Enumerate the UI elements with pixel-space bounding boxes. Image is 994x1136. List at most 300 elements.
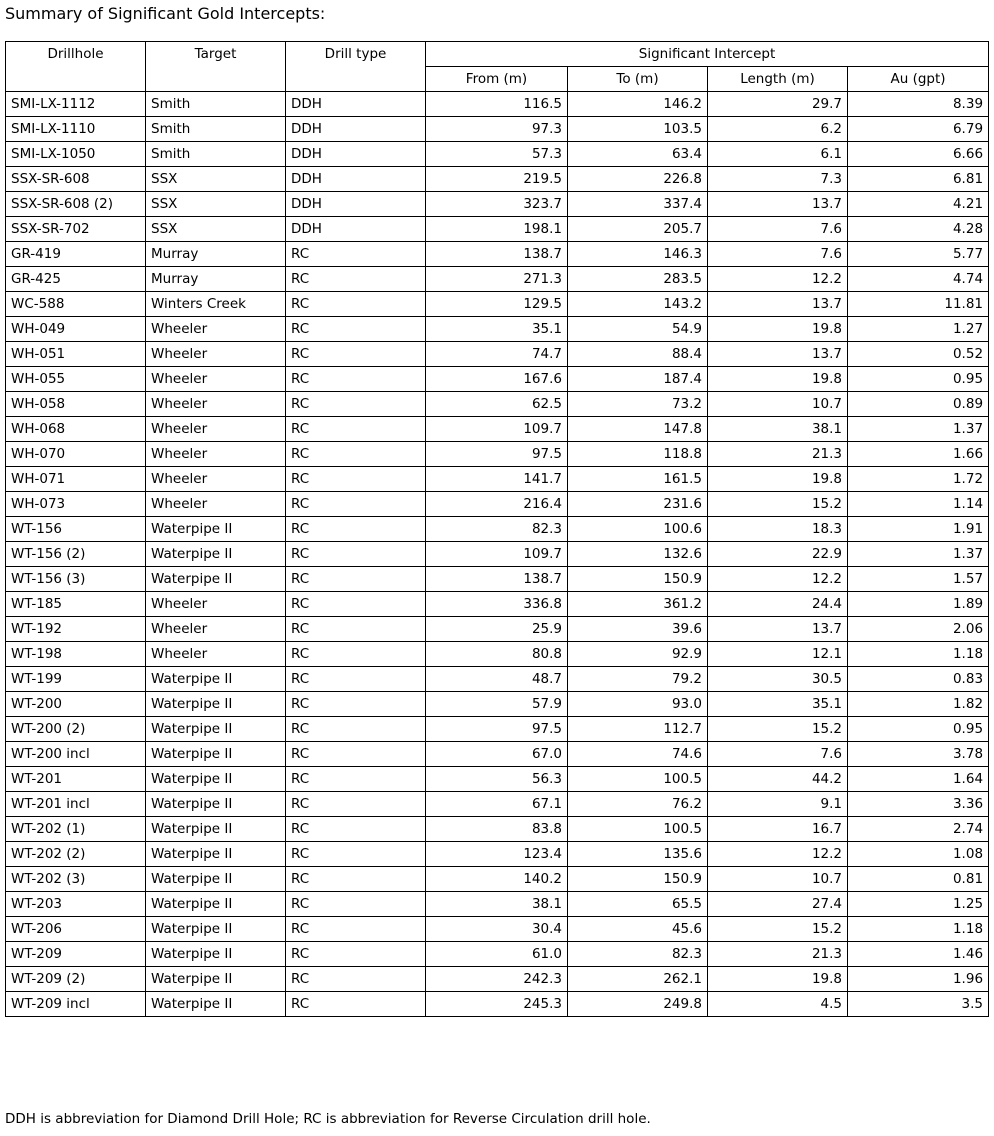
cell-length: 7.6	[708, 217, 848, 242]
cell-from: 57.9	[426, 692, 568, 717]
cell-au: 1.14	[848, 492, 989, 517]
table-row	[6, 917, 989, 942]
header-au: Au (gpt)	[848, 67, 989, 92]
cell-from: 116.5	[426, 92, 568, 117]
cell-length: 10.7	[708, 867, 848, 892]
cell-target: Waterpipe II	[146, 967, 286, 992]
header-drill-type: Drill type	[286, 42, 426, 92]
table-header	[6, 42, 989, 92]
cell-drill-type: RC	[286, 442, 426, 467]
cell-from: 74.7	[426, 342, 568, 367]
cell-drill-type: RC	[286, 367, 426, 392]
cell-target: Smith	[146, 92, 286, 117]
cell-to: 135.6	[568, 842, 708, 867]
cell-to: 45.6	[568, 917, 708, 942]
cell-length: 7.3	[708, 167, 848, 192]
cell-drillhole: WT-201 incl	[6, 792, 146, 817]
cell-to: 103.5	[568, 117, 708, 142]
cell-from: 198.1	[426, 217, 568, 242]
cell-from: 138.7	[426, 567, 568, 592]
cell-to: 93.0	[568, 692, 708, 717]
cell-drill-type: RC	[286, 942, 426, 967]
cell-target: Wheeler	[146, 392, 286, 417]
table-row	[6, 92, 989, 117]
table-row	[6, 892, 989, 917]
cell-au: 6.66	[848, 142, 989, 167]
table-row	[6, 367, 989, 392]
cell-drillhole: WT-202 (2)	[6, 842, 146, 867]
cell-from: 140.2	[426, 867, 568, 892]
cell-target: SSX	[146, 167, 286, 192]
header-row	[6, 42, 989, 67]
cell-length: 19.8	[708, 367, 848, 392]
cell-length: 21.3	[708, 442, 848, 467]
table-row	[6, 742, 989, 767]
cell-length: 13.7	[708, 617, 848, 642]
cell-target: Waterpipe II	[146, 867, 286, 892]
cell-to: 146.3	[568, 242, 708, 267]
cell-drillhole: WT-209 incl	[6, 992, 146, 1017]
cell-au: 2.06	[848, 617, 989, 642]
cell-to: 146.2	[568, 92, 708, 117]
cell-from: 97.5	[426, 442, 568, 467]
table-row	[6, 317, 989, 342]
cell-length: 13.7	[708, 292, 848, 317]
cell-length: 6.1	[708, 142, 848, 167]
cell-au: 1.37	[848, 417, 989, 442]
cell-drill-type: RC	[286, 967, 426, 992]
cell-to: 262.1	[568, 967, 708, 992]
table-row	[6, 192, 989, 217]
cell-from: 138.7	[426, 242, 568, 267]
cell-drillhole: WT-202 (3)	[6, 867, 146, 892]
cell-drillhole: SSX-SR-608 (2)	[6, 192, 146, 217]
cell-drillhole: WT-200 (2)	[6, 717, 146, 742]
cell-drillhole: WT-156 (3)	[6, 567, 146, 592]
table-row	[6, 767, 989, 792]
cell-to: 161.5	[568, 467, 708, 492]
cell-drillhole: SMI-LX-1050	[6, 142, 146, 167]
cell-drill-type: RC	[286, 517, 426, 542]
cell-length: 29.7	[708, 92, 848, 117]
cell-length: 35.1	[708, 692, 848, 717]
cell-drill-type: RC	[286, 292, 426, 317]
cell-drill-type: RC	[286, 917, 426, 942]
cell-au: 1.57	[848, 567, 989, 592]
cell-target: Smith	[146, 117, 286, 142]
cell-drill-type: RC	[286, 542, 426, 567]
cell-au: 5.77	[848, 242, 989, 267]
table-row	[6, 267, 989, 292]
cell-target: Waterpipe II	[146, 917, 286, 942]
cell-target: Wheeler	[146, 342, 286, 367]
table-row	[6, 692, 989, 717]
table-row	[6, 617, 989, 642]
cell-target: Wheeler	[146, 467, 286, 492]
cell-drillhole: SMI-LX-1112	[6, 92, 146, 117]
cell-target: Waterpipe II	[146, 517, 286, 542]
cell-au: 3.36	[848, 792, 989, 817]
cell-au: 1.37	[848, 542, 989, 567]
cell-to: 73.2	[568, 392, 708, 417]
cell-drill-type: RC	[286, 667, 426, 692]
cell-target: Waterpipe II	[146, 792, 286, 817]
cell-length: 15.2	[708, 917, 848, 942]
cell-to: 74.6	[568, 742, 708, 767]
cell-au: 1.89	[848, 592, 989, 617]
cell-to: 143.2	[568, 292, 708, 317]
cell-drill-type: RC	[286, 767, 426, 792]
cell-length: 21.3	[708, 942, 848, 967]
cell-to: 63.4	[568, 142, 708, 167]
cell-from: 48.7	[426, 667, 568, 692]
cell-drill-type: RC	[286, 842, 426, 867]
cell-drillhole: WT-156	[6, 517, 146, 542]
cell-drill-type: DDH	[286, 192, 426, 217]
cell-au: 4.21	[848, 192, 989, 217]
table-row	[6, 292, 989, 317]
cell-to: 112.7	[568, 717, 708, 742]
cell-length: 19.8	[708, 967, 848, 992]
cell-drill-type: RC	[286, 242, 426, 267]
cell-target: Waterpipe II	[146, 942, 286, 967]
cell-length: 12.2	[708, 567, 848, 592]
cell-from: 123.4	[426, 842, 568, 867]
cell-drillhole: WT-200	[6, 692, 146, 717]
cell-from: 80.8	[426, 642, 568, 667]
header-significant-intercept: Significant Intercept	[426, 42, 989, 67]
cell-drill-type: RC	[286, 892, 426, 917]
cell-to: 249.8	[568, 992, 708, 1017]
cell-drillhole: WH-073	[6, 492, 146, 517]
cell-au: 4.28	[848, 217, 989, 242]
cell-drillhole: WC-588	[6, 292, 146, 317]
table-row	[6, 717, 989, 742]
cell-from: 219.5	[426, 167, 568, 192]
cell-to: 226.8	[568, 167, 708, 192]
cell-au: 1.18	[848, 642, 989, 667]
cell-from: 245.3	[426, 992, 568, 1017]
cell-to: 132.6	[568, 542, 708, 567]
cell-length: 24.4	[708, 592, 848, 617]
table-row	[6, 492, 989, 517]
cell-drill-type: RC	[286, 992, 426, 1017]
cell-from: 97.5	[426, 717, 568, 742]
cell-au: 0.89	[848, 392, 989, 417]
cell-from: 141.7	[426, 467, 568, 492]
cell-au: 4.74	[848, 267, 989, 292]
cell-target: Wheeler	[146, 442, 286, 467]
table-row	[6, 667, 989, 692]
cell-target: Waterpipe II	[146, 892, 286, 917]
cell-target: Murray	[146, 267, 286, 292]
cell-drillhole: GR-419	[6, 242, 146, 267]
table-row	[6, 242, 989, 267]
cell-to: 79.2	[568, 667, 708, 692]
cell-target: Wheeler	[146, 492, 286, 517]
cell-au: 1.96	[848, 967, 989, 992]
cell-target: Wheeler	[146, 592, 286, 617]
table-row	[6, 467, 989, 492]
cell-to: 187.4	[568, 367, 708, 392]
cell-target: Wheeler	[146, 617, 286, 642]
cell-from: 271.3	[426, 267, 568, 292]
table-row	[6, 417, 989, 442]
cell-length: 27.4	[708, 892, 848, 917]
cell-drillhole: WT-201	[6, 767, 146, 792]
cell-drillhole: WH-068	[6, 417, 146, 442]
cell-au: 0.95	[848, 717, 989, 742]
cell-au: 0.83	[848, 667, 989, 692]
cell-au: 8.39	[848, 92, 989, 117]
cell-target: Waterpipe II	[146, 717, 286, 742]
table-row	[6, 142, 989, 167]
cell-drill-type: RC	[286, 792, 426, 817]
cell-target: Waterpipe II	[146, 667, 286, 692]
table-row	[6, 842, 989, 867]
cell-drillhole: WT-209 (2)	[6, 967, 146, 992]
cell-length: 7.6	[708, 242, 848, 267]
cell-to: 88.4	[568, 342, 708, 367]
cell-from: 83.8	[426, 817, 568, 842]
table-row	[6, 567, 989, 592]
cell-drillhole: WH-071	[6, 467, 146, 492]
cell-drill-type: RC	[286, 317, 426, 342]
cell-drillhole: WH-049	[6, 317, 146, 342]
cell-to: 283.5	[568, 267, 708, 292]
cell-target: Waterpipe II	[146, 742, 286, 767]
cell-from: 167.6	[426, 367, 568, 392]
header-from: From (m)	[426, 67, 568, 92]
cell-drill-type: RC	[286, 392, 426, 417]
cell-from: 109.7	[426, 542, 568, 567]
cell-to: 54.9	[568, 317, 708, 342]
cell-target: Waterpipe II	[146, 692, 286, 717]
cell-au: 0.52	[848, 342, 989, 367]
cell-drillhole: WT-209	[6, 942, 146, 967]
cell-length: 16.7	[708, 817, 848, 842]
cell-from: 38.1	[426, 892, 568, 917]
cell-drill-type: RC	[286, 492, 426, 517]
cell-drill-type: RC	[286, 342, 426, 367]
cell-drillhole: WT-198	[6, 642, 146, 667]
cell-to: 76.2	[568, 792, 708, 817]
cell-au: 3.5	[848, 992, 989, 1017]
cell-target: Waterpipe II	[146, 842, 286, 867]
cell-drillhole: WH-051	[6, 342, 146, 367]
cell-target: SSX	[146, 217, 286, 242]
cell-drill-type: DDH	[286, 92, 426, 117]
table-row	[6, 117, 989, 142]
cell-drill-type: DDH	[286, 217, 426, 242]
cell-from: 61.0	[426, 942, 568, 967]
cell-from: 82.3	[426, 517, 568, 542]
cell-drill-type: RC	[286, 717, 426, 742]
cell-au: 1.66	[848, 442, 989, 467]
cell-from: 57.3	[426, 142, 568, 167]
table-row	[6, 342, 989, 367]
cell-target: Smith	[146, 142, 286, 167]
table-row	[6, 642, 989, 667]
cell-drillhole: SSX-SR-608	[6, 167, 146, 192]
cell-length: 12.2	[708, 842, 848, 867]
cell-au: 1.27	[848, 317, 989, 342]
cell-drillhole: WH-058	[6, 392, 146, 417]
cell-drill-type: DDH	[286, 117, 426, 142]
cell-drill-type: RC	[286, 692, 426, 717]
intercepts-table	[5, 41, 989, 1017]
cell-au: 1.25	[848, 892, 989, 917]
cell-to: 231.6	[568, 492, 708, 517]
table-row	[6, 817, 989, 842]
cell-from: 242.3	[426, 967, 568, 992]
cell-length: 15.2	[708, 492, 848, 517]
cell-length: 38.1	[708, 417, 848, 442]
cell-drillhole: WT-156 (2)	[6, 542, 146, 567]
cell-length: 22.9	[708, 542, 848, 567]
cell-drillhole: WT-202 (1)	[6, 817, 146, 842]
cell-drill-type: DDH	[286, 167, 426, 192]
table-row	[6, 542, 989, 567]
footnote: DDH is abbreviation for Diamond Drill Hole; RC is abbreviation for Reverse Circulation drill hole.	[5, 1111, 651, 1127]
cell-to: 337.4	[568, 192, 708, 217]
cell-from: 67.0	[426, 742, 568, 767]
cell-to: 100.5	[568, 817, 708, 842]
cell-drill-type: RC	[286, 867, 426, 892]
cell-au: 1.46	[848, 942, 989, 967]
cell-au: 3.78	[848, 742, 989, 767]
cell-target: SSX	[146, 192, 286, 217]
cell-target: Wheeler	[146, 642, 286, 667]
cell-target: Waterpipe II	[146, 542, 286, 567]
cell-drillhole: WT-200 incl	[6, 742, 146, 767]
cell-drill-type: RC	[286, 617, 426, 642]
cell-from: 30.4	[426, 917, 568, 942]
cell-from: 67.1	[426, 792, 568, 817]
table-row	[6, 217, 989, 242]
table-row	[6, 442, 989, 467]
cell-length: 6.2	[708, 117, 848, 142]
cell-drillhole: WT-192	[6, 617, 146, 642]
cell-au: 11.81	[848, 292, 989, 317]
table-row	[6, 992, 989, 1017]
cell-from: 336.8	[426, 592, 568, 617]
header-length: Length (m)	[708, 67, 848, 92]
cell-to: 100.6	[568, 517, 708, 542]
cell-length: 4.5	[708, 992, 848, 1017]
table-row	[6, 392, 989, 417]
cell-au: 1.91	[848, 517, 989, 542]
table-row	[6, 592, 989, 617]
cell-to: 92.9	[568, 642, 708, 667]
cell-drill-type: RC	[286, 817, 426, 842]
table-row	[6, 942, 989, 967]
cell-length: 13.7	[708, 342, 848, 367]
cell-length: 9.1	[708, 792, 848, 817]
header-target: Target	[146, 42, 286, 92]
cell-drill-type: RC	[286, 592, 426, 617]
cell-target: Waterpipe II	[146, 767, 286, 792]
cell-drill-type: DDH	[286, 142, 426, 167]
cell-from: 129.5	[426, 292, 568, 317]
cell-target: Waterpipe II	[146, 817, 286, 842]
cell-length: 19.8	[708, 317, 848, 342]
cell-au: 1.64	[848, 767, 989, 792]
cell-au: 6.81	[848, 167, 989, 192]
cell-from: 56.3	[426, 767, 568, 792]
cell-from: 97.3	[426, 117, 568, 142]
cell-to: 65.5	[568, 892, 708, 917]
table-row	[6, 167, 989, 192]
cell-to: 361.2	[568, 592, 708, 617]
cell-drillhole: WT-185	[6, 592, 146, 617]
cell-drill-type: RC	[286, 417, 426, 442]
cell-drillhole: WT-199	[6, 667, 146, 692]
cell-length: 12.2	[708, 267, 848, 292]
cell-length: 44.2	[708, 767, 848, 792]
cell-length: 19.8	[708, 467, 848, 492]
table-row	[6, 792, 989, 817]
page-title: Summary of Significant Gold Intercepts:	[5, 4, 326, 23]
cell-drill-type: RC	[286, 642, 426, 667]
header-drillhole: Drillhole	[6, 42, 146, 92]
cell-drillhole: WT-203	[6, 892, 146, 917]
table-row	[6, 867, 989, 892]
cell-target: Waterpipe II	[146, 992, 286, 1017]
cell-to: 150.9	[568, 567, 708, 592]
cell-from: 62.5	[426, 392, 568, 417]
cell-to: 39.6	[568, 617, 708, 642]
cell-to: 150.9	[568, 867, 708, 892]
cell-au: 2.74	[848, 817, 989, 842]
cell-au: 1.08	[848, 842, 989, 867]
cell-from: 323.7	[426, 192, 568, 217]
table-row	[6, 967, 989, 992]
cell-au: 1.72	[848, 467, 989, 492]
cell-drill-type: RC	[286, 267, 426, 292]
cell-length: 18.3	[708, 517, 848, 542]
cell-to: 82.3	[568, 942, 708, 967]
cell-drillhole: GR-425	[6, 267, 146, 292]
cell-drill-type: RC	[286, 742, 426, 767]
cell-to: 118.8	[568, 442, 708, 467]
table-body	[6, 92, 989, 1017]
cell-au: 6.79	[848, 117, 989, 142]
cell-drillhole: WH-070	[6, 442, 146, 467]
cell-target: Wheeler	[146, 367, 286, 392]
cell-to: 147.8	[568, 417, 708, 442]
cell-to: 100.5	[568, 767, 708, 792]
cell-au: 1.82	[848, 692, 989, 717]
cell-length: 7.6	[708, 742, 848, 767]
cell-target: Wheeler	[146, 317, 286, 342]
cell-length: 10.7	[708, 392, 848, 417]
cell-length: 13.7	[708, 192, 848, 217]
table-row	[6, 517, 989, 542]
cell-drill-type: RC	[286, 567, 426, 592]
cell-target: Wheeler	[146, 417, 286, 442]
cell-length: 30.5	[708, 667, 848, 692]
cell-target: Waterpipe II	[146, 567, 286, 592]
cell-from: 109.7	[426, 417, 568, 442]
cell-target: Murray	[146, 242, 286, 267]
cell-length: 15.2	[708, 717, 848, 742]
cell-au: 0.95	[848, 367, 989, 392]
cell-length: 12.1	[708, 642, 848, 667]
cell-drillhole: SSX-SR-702	[6, 217, 146, 242]
cell-drillhole: WH-055	[6, 367, 146, 392]
cell-from: 35.1	[426, 317, 568, 342]
